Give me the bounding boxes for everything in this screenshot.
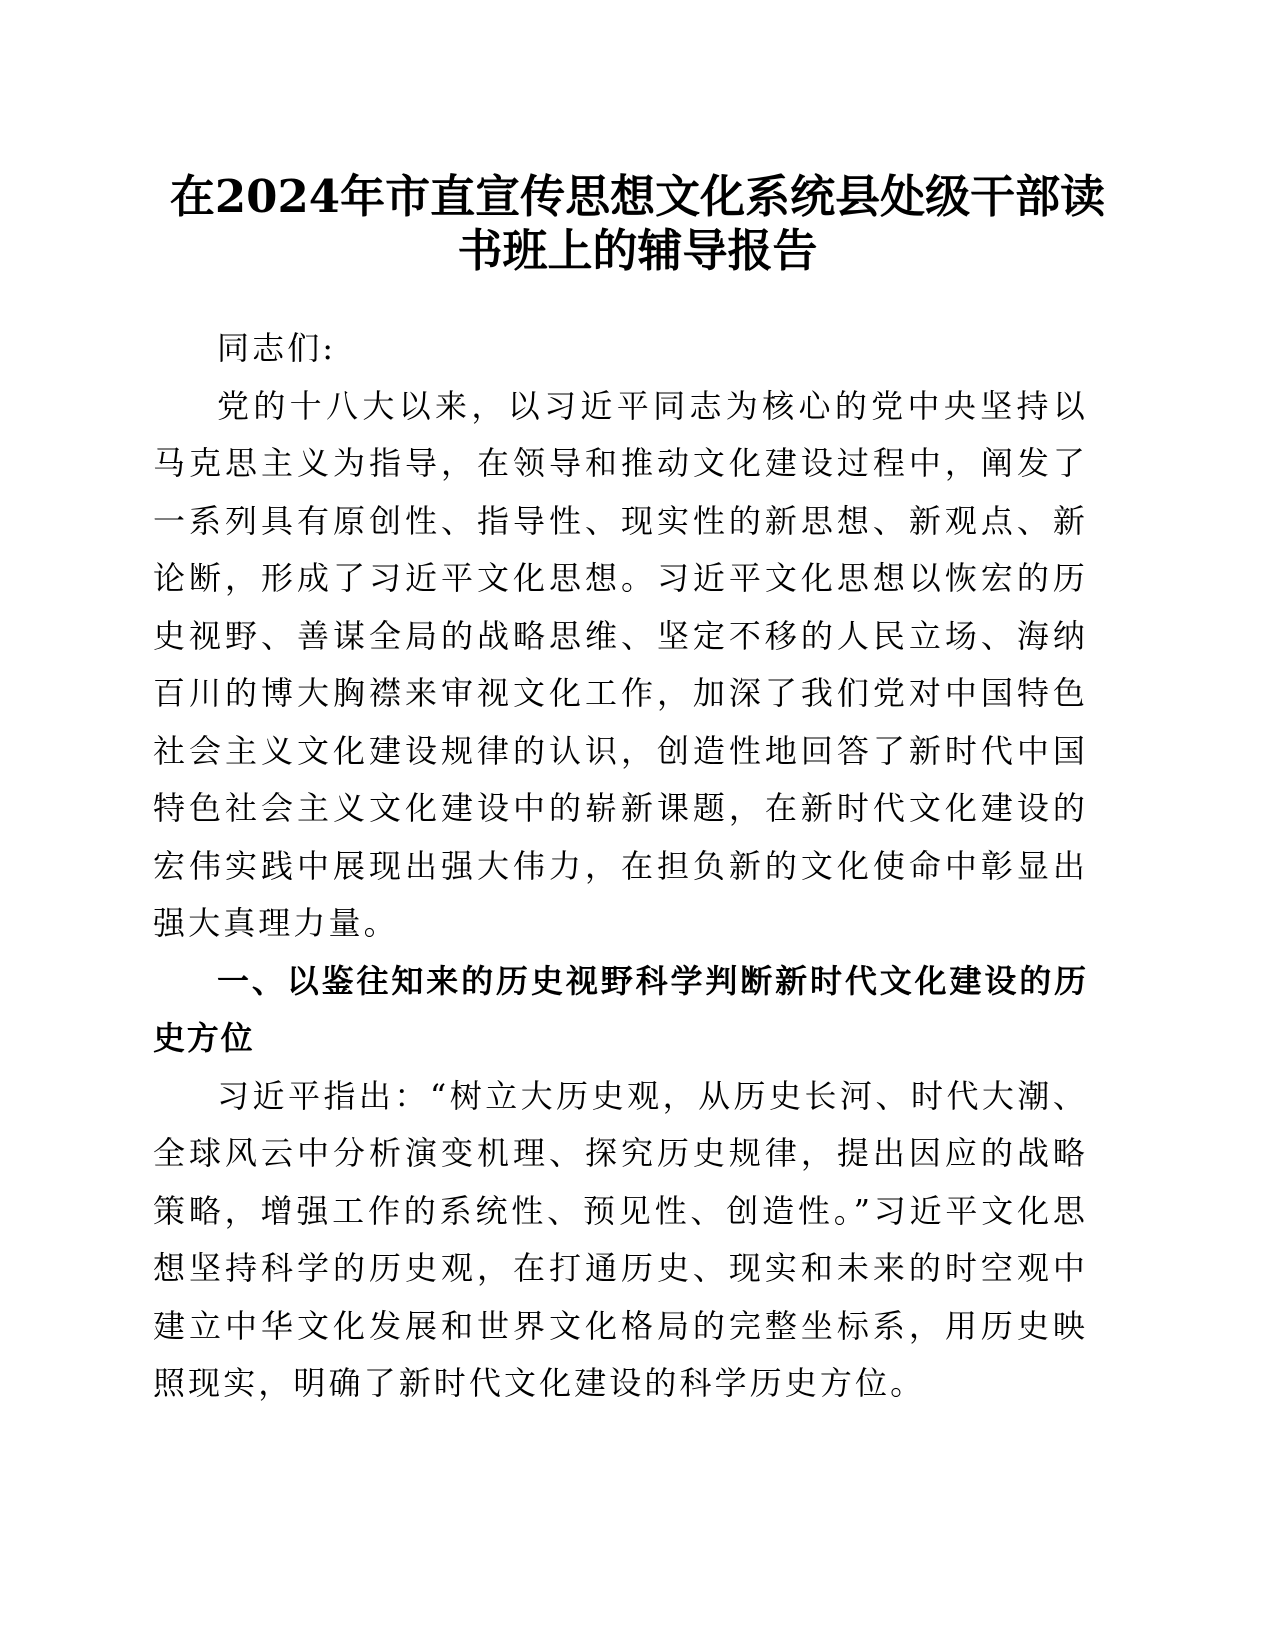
section-paragraph: 习近平指出：“树立大历史观，从历史长河、时代大潮、全球风云中分析演变机理、探究历史规律，提出因应的战略策略，增强工作的系统性、预见性、创造性。”习近平文化思想坚持科学的历史观，在打通历史、现实和未来的时空观中建立中华文化发展和世界文化格局的完整坐标系，用历史映照现实，明确了新时代文化建设的科学历史方位。	[153, 1076, 1088, 1402]
document-title	[150, 170, 1125, 278]
document-body	[153, 320, 1088, 1413]
title-line-2: 书班上的辅导报告	[457, 224, 818, 277]
intro-paragraph: 党的十八大以来，以习近平同志为核心的党中央坚持以马克思主义为指导，在领导和推动文化建设过程中，阐发了一系列具有原创性、指导性、现实性的新思想、新观点、新论断，形成了习近平文化思想。习近平文化思想以恢宏的历史视野、善谋全局的战略思维、坚定不移的人民立场、海纳百川的博大胸襟来审视文化工作，加深了我们党对中国特色社会主义文化建设规律的认识，创造性地回答了新时代中国特色社会主义文化建设中的崭新课题，在新时代文化建设的宏伟实践中展现出强大伟力，在担负新的文化使命中彰显出强大真理力量。	[153, 386, 1088, 942]
salutation: 同志们:	[217, 329, 337, 367]
title-line-1: 在2024年市直宣传思想文化系统县处级干部读	[169, 170, 1106, 223]
section-heading: 一、以鉴往知来的历史视野科学判断新时代文化建设的历史方位	[153, 961, 1088, 1057]
